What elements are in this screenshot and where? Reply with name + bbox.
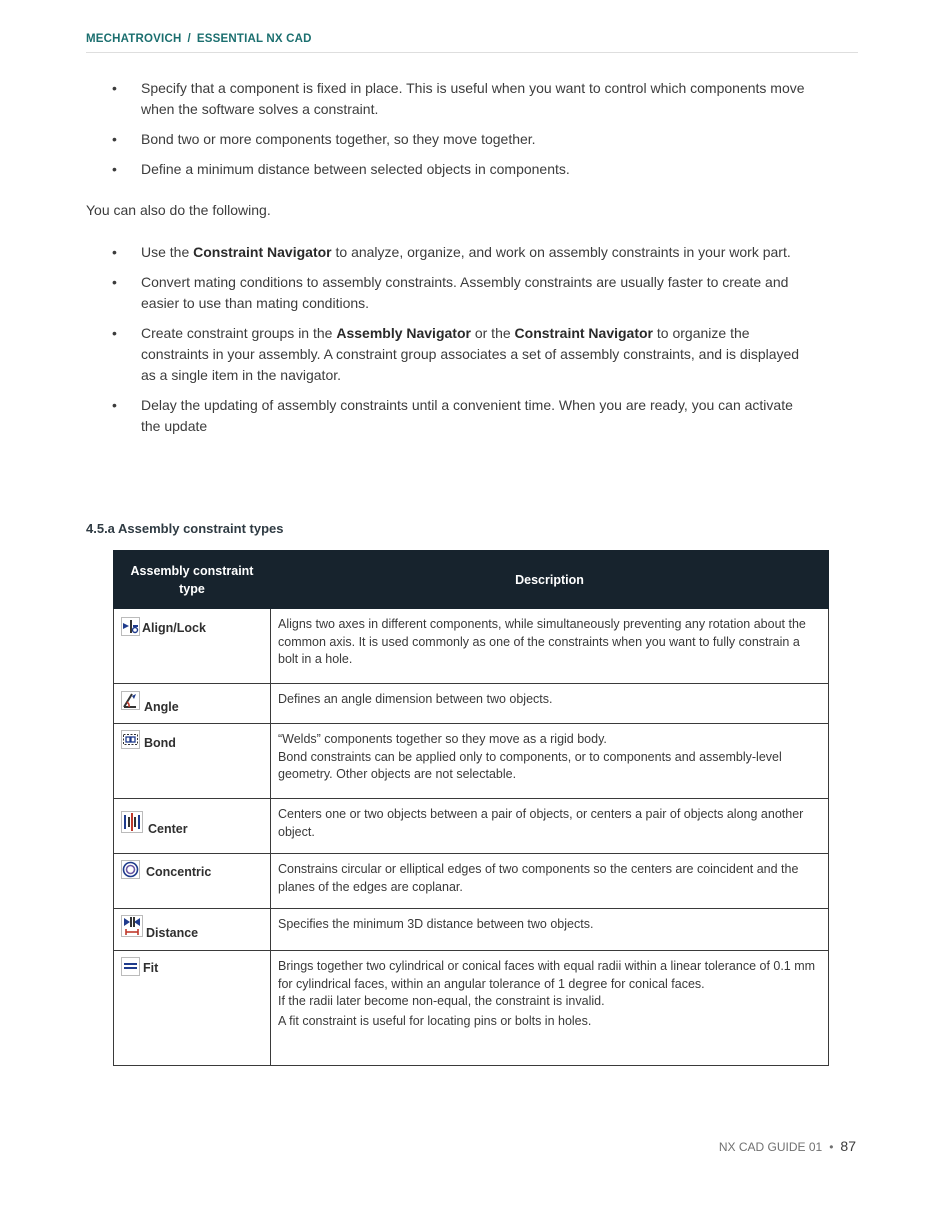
- header-guide-title: ESSENTIAL NX CAD: [196, 33, 312, 45]
- text-run: or the: [470, 325, 515, 341]
- list-item: [86, 323, 816, 386]
- bullet-dot: •: [112, 80, 117, 96]
- concentric-icon: [121, 860, 140, 879]
- description-cell: [271, 609, 829, 684]
- description-cell: [271, 799, 829, 854]
- table-row: [114, 724, 829, 799]
- bullet-dot: •: [112, 325, 117, 341]
- type-name: Bond: [144, 736, 176, 750]
- bullet-dot: •: [112, 131, 117, 147]
- type-cell: [114, 909, 271, 951]
- table-row: [114, 609, 829, 684]
- text-run: Create constraint groups in the: [141, 325, 337, 341]
- table-row: [114, 854, 829, 909]
- list-item-text: Specify that a component is fixed in place. This is useful when you want to control which components move when the software solves a constraint.: [141, 80, 805, 117]
- description-cell: [271, 724, 829, 799]
- header-separator: /: [187, 33, 191, 45]
- text-run: Use the: [141, 244, 194, 260]
- description-text: Specifies the minimum 3D distance between two objects.: [278, 917, 594, 931]
- bold-term: Constraint Navigator: [514, 325, 654, 341]
- description-cell: [271, 854, 829, 909]
- footer-guide-label: NX CAD GUIDE 01: [718, 1140, 823, 1154]
- bold-term: Assembly Navigator: [336, 325, 471, 341]
- column-header-type: Assembly constraint type: [114, 551, 271, 609]
- bullet-dot: •: [112, 397, 117, 413]
- type-name: Fit: [143, 961, 159, 975]
- bold-term: Constraint Navigator: [193, 244, 332, 260]
- description-text: Bond constraints can be applied only to components, or to components and assembly-level geometry. Other objects are not selectable.: [278, 749, 782, 781]
- description-text: Aligns two axes in different components, while simultaneously preventing any rotation about the common axis. It is used commonly as one of the constraints when you want to fully constrain a bolt in a hole.: [278, 617, 806, 666]
- page-number: 87: [840, 1138, 856, 1154]
- center-icon: [121, 811, 143, 833]
- fit-icon: [121, 957, 140, 976]
- type-name: Align/Lock: [142, 621, 206, 635]
- type-name: Distance: [146, 926, 199, 940]
- header-brand: MECHATROVICH: [86, 33, 182, 45]
- description-text: “Welds” components together so they move as a rigid body.: [278, 732, 607, 746]
- bond-icon: [121, 730, 140, 749]
- constraint-types-table: [113, 550, 829, 1066]
- description-text: Constrains circular or elliptical edges of two components so the centers are coincident and the planes of the edges are coplanar.: [278, 862, 799, 894]
- table-row: [114, 684, 829, 724]
- capabilities-list: [86, 78, 816, 189]
- list-item-text: Define a minimum distance between selected objects in components.: [141, 161, 570, 177]
- intro-paragraph: You can also do the following.: [86, 202, 271, 218]
- description-cell: [271, 951, 829, 1066]
- list-item-text: Bond two or more components together, so they move together.: [141, 131, 536, 147]
- list-item: [86, 395, 816, 437]
- description-text: A fit constraint is useful for locating pins or bolts in holes.: [278, 1013, 592, 1028]
- section-title: 4.5.a Assembly constraint types: [86, 521, 284, 536]
- description-cell: [271, 684, 829, 724]
- page-footer: [719, 1138, 856, 1154]
- list-item-text: Convert mating conditions to assembly constraints. Assembly constraints are usually faster to create and easier to use than mating conditions.: [141, 274, 789, 311]
- bullet-dot: •: [112, 274, 117, 290]
- description-text: Brings together two cylindrical or conical faces with equal radii within a linear tolerance of 0.1 mm for cylindrical faces, within an angular tolerance of 1 degree for conical faces.: [278, 959, 816, 991]
- type-name: Angle: [144, 700, 179, 714]
- type-name: Concentric: [146, 865, 212, 879]
- table-row: [114, 951, 829, 1066]
- type-cell: [114, 951, 271, 1066]
- additional-actions-list: [86, 242, 816, 446]
- table-row: [114, 799, 829, 854]
- type-cell: [114, 684, 271, 724]
- list-item-text: Delay the updating of assembly constraints until a convenient time. When you are ready, you can activate the update: [141, 397, 793, 434]
- list-item: [86, 242, 816, 263]
- align-lock-icon: [121, 617, 140, 636]
- description-cell: [271, 909, 829, 951]
- description-text: Defines an angle dimension between two objects.: [278, 692, 553, 706]
- angle-icon: [121, 691, 140, 710]
- column-header-description: Description: [271, 551, 829, 609]
- type-cell: [114, 854, 271, 909]
- description-text: If the radii later become non-equal, the constraint is invalid.: [278, 994, 605, 1008]
- text-run: to organize the constraints in your assembly. A constraint group associates a set of assembly constraints, and is displayed as a single item in the navigator.: [141, 325, 800, 383]
- type-cell: [114, 724, 271, 799]
- distance-icon: [121, 915, 143, 937]
- bullet-dot: •: [112, 244, 117, 260]
- table-header-row: [114, 551, 829, 609]
- text-run: to analyze, organize, and work on assembly constraints in your work part.: [331, 244, 791, 260]
- list-item: [86, 272, 816, 314]
- list-item: [86, 78, 816, 120]
- bullet-dot: •: [112, 161, 117, 177]
- type-name: Center: [148, 822, 188, 836]
- list-item: [86, 129, 816, 150]
- type-cell: [114, 799, 271, 854]
- list-item: [86, 159, 816, 180]
- description-text: Centers one or two objects between a pair of objects, or centers a pair of objects along another object.: [278, 807, 804, 839]
- footer-bullet: •: [829, 1140, 834, 1154]
- running-header: [86, 33, 858, 53]
- table-row: [114, 909, 829, 951]
- type-cell: [114, 609, 271, 684]
